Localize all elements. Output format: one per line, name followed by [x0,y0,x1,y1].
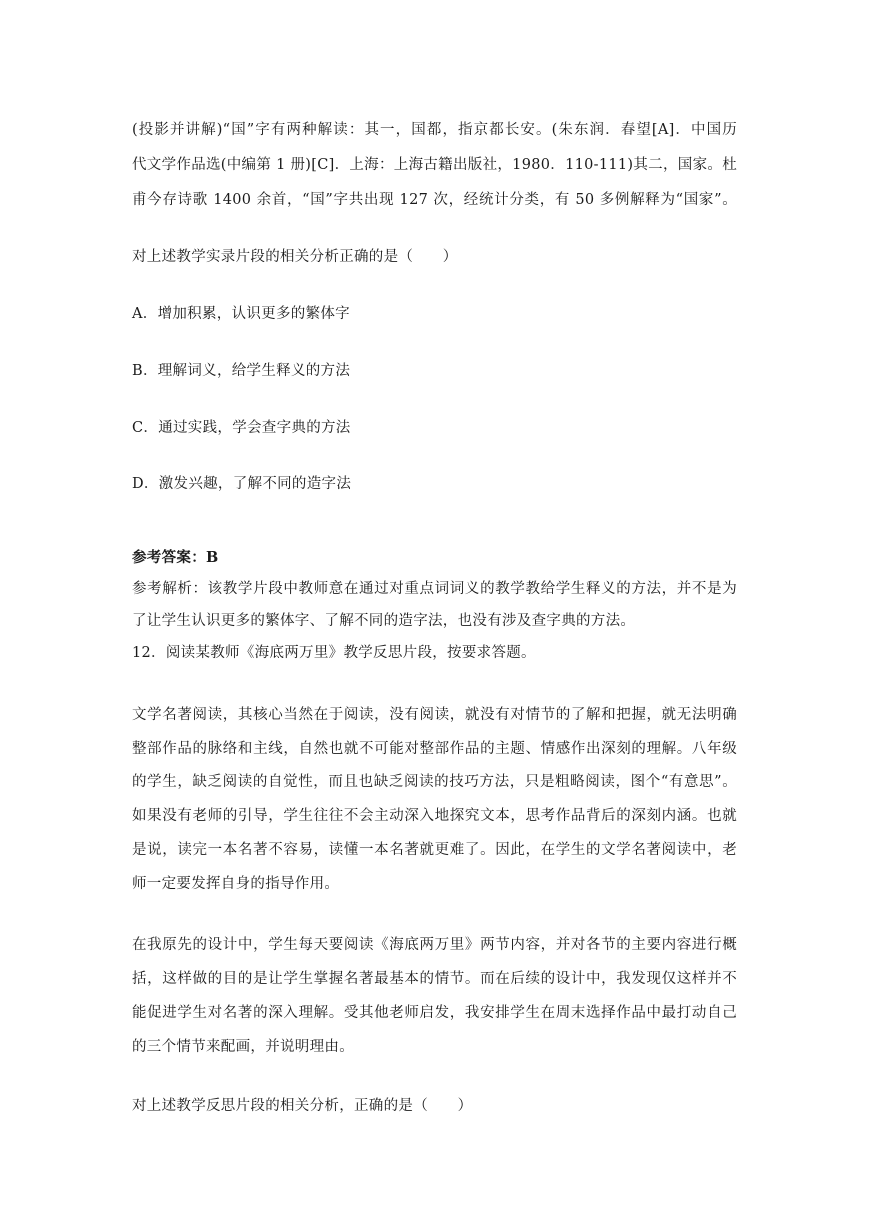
intro-line: 代文学作品选(中编第 1 册)[C]．上海：上海古籍出版社，1980．110-111)其二，国家。杜 [132,157,737,173]
question-heading: 12．阅读某教师《海底两万里》教学反思片段，按要求答题。 [132,645,536,661]
option-b: B．理解词义，给学生释义的方法 [132,363,351,379]
answer-label: 参考答案：B [132,549,219,566]
analysis-line: 了让学生认识更多的繁体字、了解不同的造字法，也没有涉及查字典的方法。 [132,613,636,629]
paragraph-line: 能促进学生对名著的深入理解。受其他老师启发，我安排学生在周末选择作品中最打动自己 [132,1005,737,1021]
paragraph-line: 整部作品的脉络和主线，自然也就不可能对整部作品的主题、情感作出深刻的理解。八年级 [132,741,737,757]
question-prompt: 对上述教学反思片段的相关分析，正确的是（ ） [132,1098,473,1114]
paragraph-line: 文学名著阅读，其核心当然在于阅读，没有阅读，就没有对情节的了解和把握，就无法明确 [132,707,737,723]
paragraph-line: 在我原先的设计中，学生每天要阅读《海底两万里》两节内容，并对各节的主要内容进行概 [132,937,737,953]
intro-line: (投影并讲解)“国”字有两种解读：其一，国都，指京都长安。(朱东润．春望[A]．中国历 [132,122,737,138]
option-a: A．增加积累，认识更多的繁体字 [132,306,350,322]
paragraph-line: 如果没有老师的引导，学生往往不会主动深入地探究文本，思考作品背后的深刻内涵。也就 [132,808,737,824]
paragraph-line: 的三个情节来配画，并说明理由。 [132,1039,354,1055]
question-prompt: 对上述教学实录片段的相关分析正确的是（ ） [132,249,458,265]
paragraph-line: 的学生，缺乏阅读的自觉性，而且也缺乏阅读的技巧方法，只是粗略阅读，图个“有意思”。 [132,774,737,790]
paragraph-line: 是说，读完一本名著不容易，读懂一本名著就更难了。因此，在学生的文学名著阅读中，老 [132,842,737,858]
option-d: D．激发兴趣，了解不同的造字法 [132,476,352,492]
option-c: C．通过实践，学会查字典的方法 [132,420,351,436]
paragraph-line: 师一定要发挥自身的指导作用。 [132,876,340,892]
analysis-line: 参考解析：该教学片段中教师意在通过对重点词词义的教学教给学生释义的方法，并不是为 [132,581,737,597]
intro-line: 甫今存诗歌 1400 余首，“国”字共出现 127 次，经统计分类，有 50 多例解释为“国家”。 [132,192,737,208]
paragraph-line: 括，这样做的目的是让学生掌握名著最基本的情节。而在后续的设计中，我发现仅这样并不 [132,971,737,987]
